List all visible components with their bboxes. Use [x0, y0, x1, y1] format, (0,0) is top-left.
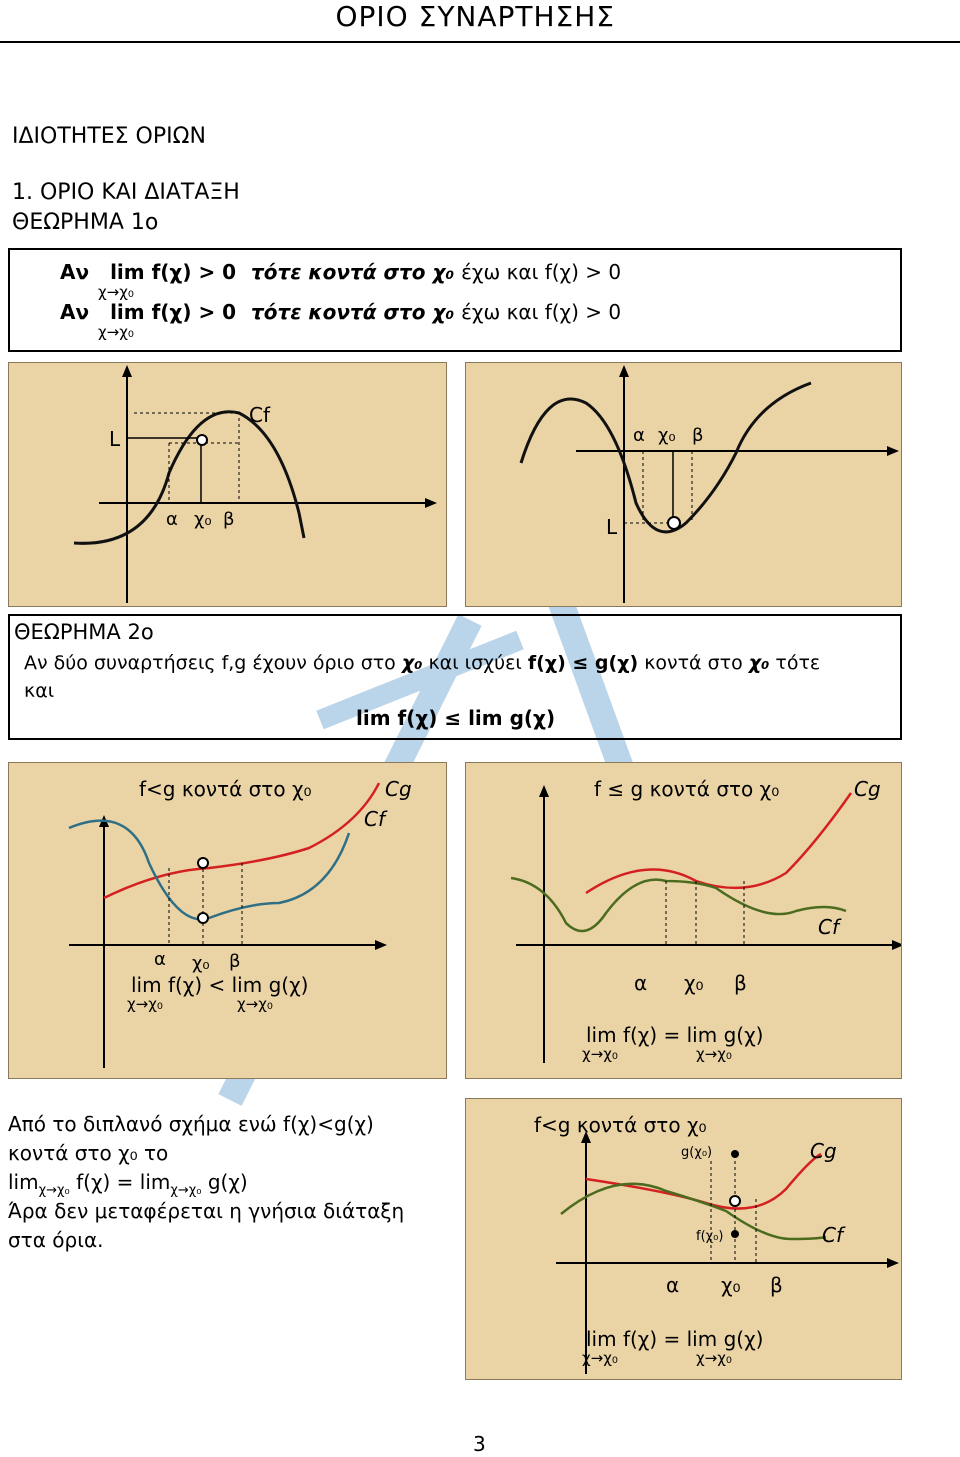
fig5-beta-label: β: [770, 1273, 783, 1297]
fig5-cf-label: Cf: [822, 1223, 844, 1247]
fig3-cg-label: Cg: [385, 777, 412, 801]
fig5-lim-text: lim f(χ) = lim g(χ): [586, 1327, 764, 1351]
figure-1-graph: [9, 363, 446, 606]
open-point-f: [198, 913, 208, 923]
note-line3-sub1: χ→χ₀: [38, 1183, 70, 1198]
open-point: [197, 435, 207, 445]
open-point: [730, 1196, 740, 1206]
theorem2-text-d: τότε: [775, 652, 821, 674]
fig3-beta-label: β: [229, 951, 241, 972]
fig3-lim-sub2: χ→χ₀: [237, 995, 273, 1013]
fig5-lim-sub1: χ→χ₀: [582, 1349, 618, 1367]
note-line2: κοντά στο χ₀ το: [8, 1141, 169, 1165]
fig2-alpha-label: α: [633, 425, 645, 446]
theorem1-line2-sub: χ→χ₀: [98, 323, 134, 341]
fig2-beta-label: β: [692, 425, 704, 446]
theorem2-x0: χ₀: [401, 652, 423, 674]
fig4-lim-sub1: χ→χ₀: [582, 1045, 618, 1063]
figure-2-graph: [466, 363, 901, 606]
fig3-cf-label: Cf: [364, 807, 386, 831]
theorem2-box: [8, 614, 902, 740]
note-line5: στα όρια.: [8, 1228, 104, 1252]
filled-point-g: [731, 1150, 739, 1158]
theorem2-ineq: f(χ) ≤ g(χ): [527, 652, 639, 674]
section-title: ΙΔΙΟΤΗΤΕΣ ΟΡΙΩΝ: [12, 124, 206, 149]
theorem1-line1-end: έχω και f(χ) > 0: [461, 260, 622, 284]
fig4-lim-sub2: χ→χ₀: [696, 1045, 732, 1063]
open-point: [668, 517, 680, 529]
fig5-x0-label: χ₀: [721, 1273, 741, 1297]
fig4-x0-label: χ₀: [684, 971, 704, 995]
note-line3-lim: lim: [8, 1170, 39, 1194]
fig5-lim-sub2: χ→χ₀: [696, 1349, 732, 1367]
fig2-L-label: L: [606, 515, 618, 539]
page-header-title: ΟΡΙΟ ΣΥΝΑΡΤΗΣΗΣ: [335, 0, 615, 33]
theorem1-line2-lead: Αν: [60, 300, 90, 324]
theorem2-text-a: Αν δύο συναρτήσεις f,g έχουν όριο στο: [24, 652, 396, 674]
fig2-x0-label: χ₀: [658, 425, 676, 446]
theorem2-text-e: και: [24, 680, 55, 702]
theorem1-line1-mid: τότε κοντά στο χ₀: [251, 260, 455, 284]
note-line1: Από το διπλανό σχήμα ενώ f(χ)<g(χ): [8, 1112, 374, 1136]
theorem1-line1-lead: Αν: [60, 260, 90, 284]
fig1-x0-label: χ₀: [194, 509, 212, 530]
theorem1-box: [8, 248, 902, 352]
fig5-caption: f<g κοντά στο χ₀: [534, 1113, 707, 1137]
note-line3-sub2: χ→χ₀: [170, 1183, 202, 1198]
fig4-cf-label: Cf: [818, 915, 840, 939]
filled-point-f: [731, 1230, 739, 1238]
theorem1-title: ΘΕΩΡΗΜΑ 1ο: [12, 210, 159, 235]
theorem1-line2-end: έχω και f(χ) > 0: [461, 300, 622, 324]
fig4-caption: f ≤ g κοντά στο χ₀: [594, 777, 780, 801]
theorem1-line2-lim: lim f(χ) > 0: [110, 300, 237, 324]
theorem2-conclusion: lim f(χ) ≤ lim g(χ): [356, 706, 556, 730]
fig3-caption: f<g κοντά στο χ₀: [139, 777, 312, 801]
theorem2-x0-2: χ₀: [748, 652, 770, 674]
note-line3-mid: f(χ) = lim: [76, 1170, 171, 1194]
figure-2-panel: [465, 362, 902, 607]
theorem2-title: ΘΕΩΡΗΜΑ 2ο: [14, 620, 154, 644]
fig4-alpha-label: α: [634, 971, 648, 995]
fig5-alpha-label: α: [666, 1273, 680, 1297]
theorem1-line2-mid: τότε κοντά στο χ₀: [251, 300, 455, 324]
figure-5-panel: [465, 1098, 902, 1380]
theorem1-line1-lim: lim f(χ) > 0: [110, 260, 237, 284]
fig4-cg-label: Cg: [854, 777, 881, 801]
theorem2-text-b: και ισχύει: [428, 652, 522, 674]
figure-4-panel: [465, 762, 902, 1079]
note-line3-end: g(χ): [207, 1170, 248, 1194]
fig3-lim-sub1: χ→χ₀: [127, 995, 163, 1013]
figure-1-panel: [8, 362, 447, 607]
open-point-g: [198, 858, 208, 868]
fig3-alpha-label: α: [154, 949, 166, 970]
fig5-gx0-label: g(χ₀): [681, 1145, 713, 1160]
note-block: [8, 1110, 404, 1255]
page-number: 3: [473, 1432, 486, 1456]
fig1-alpha-label: α: [166, 509, 178, 530]
header-divider: [0, 41, 960, 43]
subsection-title: 1. ΟΡΙΟ ΚΑΙ ΔΙΑΤΑΞΗ: [12, 180, 240, 205]
fig1-cf-label: Cf: [249, 403, 271, 427]
fig5-fx0-label: f(χ₀): [696, 1229, 724, 1244]
figure-3-panel: [8, 762, 447, 1079]
fig1-beta-label: β: [223, 509, 235, 530]
fig5-cg-label: Cg: [810, 1139, 837, 1163]
theorem1-line1-sub: χ→χ₀: [98, 283, 134, 301]
fig3-lim-text: lim f(χ) < lim g(χ): [131, 973, 309, 997]
fig4-lim-text: lim f(χ) = lim g(χ): [586, 1023, 764, 1047]
fig1-L-label: L: [109, 427, 121, 451]
fig4-beta-label: β: [734, 971, 747, 995]
theorem2-text-c: κοντά στο: [644, 652, 743, 674]
fig3-x0-label: χ₀: [192, 953, 210, 974]
note-line4: Άρα δεν μεταφέρεται η γνήσια διάταξη: [8, 1199, 405, 1223]
